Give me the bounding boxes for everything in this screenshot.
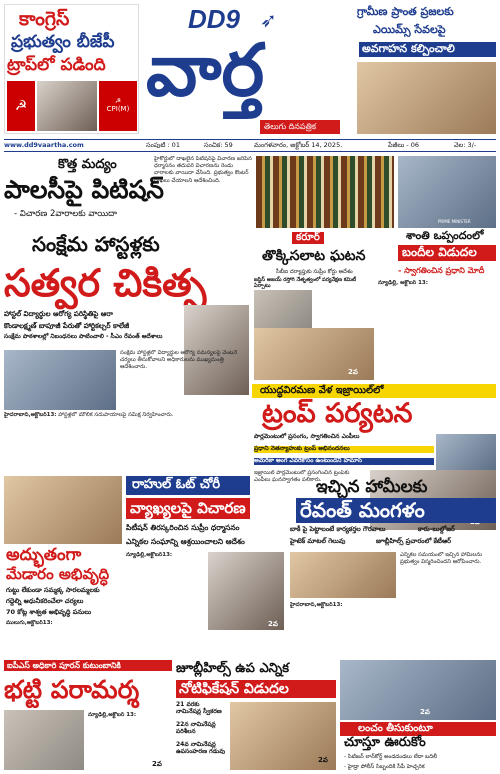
jubilee-headline: నోటిఫికేషన్ విడుదల bbox=[176, 680, 336, 698]
bhatti-kicker: ఐపీఎస్ అధికారి పూరన్ కుటుంబానికి bbox=[4, 660, 172, 671]
left-ear-headline-3: ట్రాప్‌లో పడింది bbox=[7, 55, 106, 75]
right-ear bbox=[357, 4, 496, 134]
hostel-body-1: సంక్షేమ హాస్టళ్లలో విద్యార్థుల ఆరోగ్య సమస్యలపై వెంటనే చర్యలు తీసుకోవాలని అధికారులను ముఖ్యమంత్రి ఆదేశించారు. bbox=[120, 350, 238, 371]
logo bbox=[140, 2, 355, 137]
bhatti-headline: భట్టి పరామర్శ bbox=[4, 675, 140, 704]
revanth-bullet-4: జూబ్లీహిల్స్ ప్రచారంలో కేటీఆర్ bbox=[376, 537, 451, 545]
issue-number: సంచిక: 59 bbox=[204, 141, 233, 149]
hostel-body-2: హైదరాబాద్,అక్టోబర్13: హాస్టళ్లలో మౌలిక సదుపాయాలపై సమీక్ష నిర్వహించారు. bbox=[4, 412, 174, 418]
medaram-headline-2: మేడారం అభివృద్ధి bbox=[6, 565, 110, 583]
hostel-bullet-1: హాస్టల్ విద్యార్థుల ఆరోగ్య పరిస్థితిపై ఆరా bbox=[4, 310, 113, 318]
rahul-body bbox=[126, 552, 206, 656]
medaram-bullet-1: గుట్టు లేకుండా సమ్మక్క సారలమ్మలకు bbox=[6, 586, 100, 594]
modi-photo bbox=[398, 156, 496, 228]
right-ear-headline-3: అవగాహన కల్పించాలి bbox=[359, 42, 496, 57]
supreme-court-photo bbox=[254, 290, 312, 328]
hostages-body bbox=[378, 280, 496, 366]
liquor-body: హైకోర్టులో దాఖలైన పిటిషన్‌పై విచారణ జరిపిన ధర్మాసనం తదుపరి విచారణను రెండు వారాలకు వాయిదా వేసింది. ప్రభుత్వం కౌంటర్ దాఖలు చేయాలని ఆదేశించింది. bbox=[154, 156, 252, 184]
medaram-headline-1: అద్భుతంగా bbox=[6, 545, 82, 565]
bird-icon: ➶ bbox=[260, 8, 277, 32]
revanth-bullet-3: హైటెక్ మాటల్ గెలువు bbox=[290, 537, 346, 545]
rahul-sub-1: పిటీషన్ తిరస్కరించిన సుప్రీం ధర్మాసనం bbox=[126, 523, 240, 532]
right-ear-headline-1: గ్రామీణ ప్రాంత ప్రజలకు bbox=[357, 5, 454, 18]
liquor-shelf-photo bbox=[256, 156, 394, 228]
hostel-bullet-2: కొండాలక్ష్మణ్ బాపూజీ పేరుతో హార్టికల్చర్ కాలేజీ bbox=[4, 322, 130, 330]
hostages-headline-1: శాంతి ఒప్పందంలో bbox=[406, 229, 484, 242]
hostel-dateline: హైదరాబాద్,అక్టోబర్13: bbox=[4, 412, 57, 418]
left-ear-headline-1: కాంగ్రెస్ bbox=[19, 8, 70, 30]
bribe-headline-2: చూస్తూ ఊరుకోం bbox=[344, 735, 426, 750]
jubilee-fact-1: 21 వరకు నామినేషన్ల స్వీకరణ bbox=[176, 701, 222, 715]
revanth-bullet-2: కారు-బుల్డోజర్ bbox=[418, 525, 455, 533]
meeting-photo bbox=[357, 62, 496, 134]
issue-date: మంగళవారం, అక్టోబర్ 14, 2025. bbox=[254, 141, 343, 149]
liquor-subhead: - విచారణ 2వారాలకు వాయిదా bbox=[14, 209, 118, 219]
rahul-photo bbox=[208, 552, 284, 630]
revanth-bullet-1: బాకీ పై పెట్టాలంటే కార్యకర్తల గౌరవాలు bbox=[290, 525, 386, 533]
trump-headline: ట్రంప్ పర్యటన bbox=[262, 398, 413, 429]
hostages-headline-2: బందీల విడుదల bbox=[398, 245, 496, 261]
karur-stamp: 2వ bbox=[348, 368, 358, 376]
bribe-bullet-2: - హైడ్రా పోలీస్ సిబ్బందికి సీపీ హెచ్చరిక bbox=[344, 764, 425, 770]
trump-sub-1: పార్లమెంటులో ప్రసంగం, స్వాగతించిన ఎంపీలు bbox=[254, 433, 360, 440]
revanth-dateline: హైదరాబాద్,అక్టోబర్13: bbox=[290, 602, 343, 608]
bhatti-stamp: 2వ bbox=[152, 760, 162, 768]
hostel-kicker: సంక్షేమ హాస్టళ్లకు bbox=[32, 232, 160, 256]
bribe-stamp: 2వ bbox=[420, 708, 430, 716]
revanth-body-1: ఎన్నికల సమయంలో ఇచ్చిన హామీలను ప్రభుత్వం విస్మరించిందని ఆరోపించారు. bbox=[400, 552, 482, 566]
modi-photo-caption: PRIME MINISTER bbox=[438, 219, 471, 224]
hostages-subhead: - స్వాగతించిన ప్రధాని మోదీ bbox=[398, 266, 485, 275]
medaram-dateline: ములుగు,అక్టోబర్13: bbox=[6, 620, 53, 626]
meeting-room-photo bbox=[4, 350, 116, 410]
medaram-photo bbox=[4, 476, 122, 544]
logo-brand: DD9 bbox=[188, 4, 241, 34]
revanth-body-2 bbox=[290, 602, 396, 656]
bribe-bullet-1: - సిటిజన్ లాన్‌కోర్ట్ అండదండలు లేదా బదిలీ bbox=[344, 754, 438, 760]
karur-sub-2: జస్టిస్ అజయ్ రస్తోగి నేతృత్వంలో పర్యవేక్షణ కమిటీ ఏర్పాటు bbox=[254, 277, 357, 289]
medaram-bullet-2: గద్దెల్ని ఆధునీకరించేలా చర్యలు bbox=[6, 597, 84, 605]
left-ear-headline-2: ప్రభుత్వం బీజేపీ bbox=[11, 32, 115, 52]
issue-bar bbox=[4, 139, 496, 152]
cpi-banner-left: ☭ bbox=[7, 81, 35, 131]
jubilee-kicker: జూబ్లీహిల్స్ ఉప ఎన్నిక bbox=[176, 661, 290, 676]
right-ear-headline-2: ఎయిమ్స్ సేవలపై bbox=[373, 23, 446, 36]
left-ear bbox=[4, 4, 139, 134]
jubilee-stamp: 2వ bbox=[318, 756, 328, 764]
rahul-stamp: 2వ bbox=[268, 620, 278, 628]
medaram-body bbox=[6, 620, 122, 656]
page-count: పేజీలు - 06 bbox=[388, 141, 419, 149]
jubilee-fact-3: 24వ నామినేషన్ల ఉపసంహరణ గడువు bbox=[176, 741, 226, 755]
revanth-headline: రేవంత్ మంగళం bbox=[296, 498, 496, 523]
karur-headline: తొక్కిసలాట ఘటన bbox=[262, 248, 366, 264]
police-photo bbox=[340, 660, 496, 720]
rahul-headline: వ్యాఖ్యలపై విచారణ bbox=[126, 498, 250, 519]
liquor-headline: పాలసీపై పిటిషన్ bbox=[4, 175, 164, 204]
ktr-campaign-photo bbox=[290, 552, 396, 598]
bhatti-photo bbox=[4, 710, 84, 770]
volume: సంపుటి : 01 bbox=[146, 141, 180, 149]
speaker-photo bbox=[37, 81, 97, 131]
logo-title: వార్త bbox=[146, 28, 265, 112]
cpi-banner-right: ☭ CPI(M) bbox=[99, 81, 137, 131]
tagline: తెలుగు దినపత్రిక bbox=[264, 122, 317, 131]
karur-kicker: కరూర్ bbox=[292, 232, 324, 244]
jubilee-fact-2: 22న నామినేషన్ల పరిశీలన bbox=[176, 721, 216, 735]
rahul-sub-2: ఎన్నికల సంఘాన్ని ఆశ్రయించాలని ఆదేశం bbox=[126, 537, 245, 546]
trump-parliament-photo bbox=[436, 434, 496, 470]
price: వెల: 3/- bbox=[454, 141, 477, 149]
website: www.dd9vaartha.com bbox=[4, 141, 84, 149]
trump-kicker: యుద్ధవిరమణ వేళ ఇజ్రాయిల్‌లో bbox=[252, 384, 496, 398]
medaram-bullet-3: 70 కోట్ల శాశ్వత అభివృద్ధి పనులు bbox=[6, 608, 92, 616]
trump-sub-2: ప్రధాని నెతన్యాహుకు ట్రంప్ అభినందనలు bbox=[254, 446, 434, 453]
revanth-kicker: ఇచ్చిన హామీలకు bbox=[316, 477, 428, 497]
rahul-kicker: రాహుల్ ఓట్ చోరీ bbox=[126, 476, 250, 495]
rahul-dateline: న్యూఢిల్లీ,అక్టోబర్13: bbox=[126, 552, 173, 558]
trump-sub-3: అమెరికా అంగ ఎవరికోసం ఉంటుందని హమాస్ bbox=[254, 458, 434, 465]
hostel-bullet-3: సంక్షేమ పాఠశాలల్లో నిబంధనలు పాటించాలి - సీఎం రేవంత్ ఆదేశాలు bbox=[4, 333, 163, 340]
cpi-label: CPI(M) bbox=[106, 105, 130, 113]
bribe-headline-1: లంచం తీసుకుంటూ bbox=[340, 722, 496, 736]
hostages-dateline: న్యూఢిల్లీ, అక్టోబర్ 13: bbox=[378, 280, 428, 286]
hostel-headline: సత్వర చికిత్స bbox=[4, 261, 207, 305]
bhatti-dateline: న్యూఢిల్లీ,అక్టోబర్ 13: bbox=[88, 712, 137, 718]
liquor-kicker: కొత్త మద్యం bbox=[58, 157, 117, 172]
trump-body: ఇజ్రాయిల్ పార్లమెంటులో ప్రసంగించిన ట్రంప్‌కు ఎంపీలు ఘనస్వాగతం పలికారు. bbox=[254, 470, 350, 484]
karur-sub-1: సీబీఐ దర్యాప్తుకు సుప్రీం కోర్టు ఆదేశం bbox=[276, 269, 353, 275]
